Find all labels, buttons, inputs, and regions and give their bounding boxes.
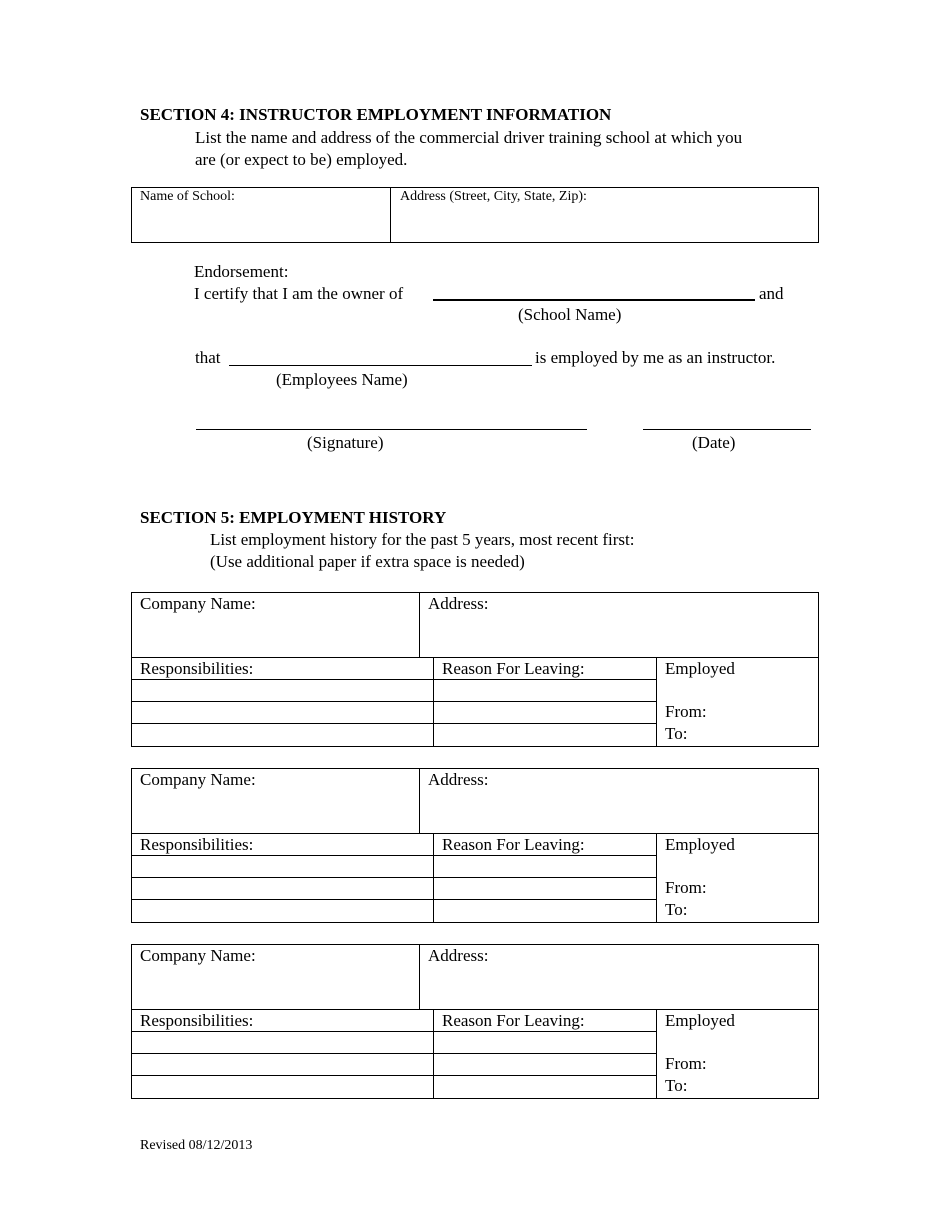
company-name-label: Company Name: [140, 770, 256, 789]
row-line-2 [131, 701, 656, 702]
responsibilities-reason-divider [433, 657, 434, 747]
to-label: To: [665, 724, 688, 743]
employee-name-line[interactable] [229, 365, 532, 366]
address-label: Address: [428, 946, 489, 965]
school-name-line[interactable] [433, 299, 755, 301]
block-mid-line [131, 1009, 819, 1010]
certify-prefix: I certify that I am the owner of [194, 284, 404, 303]
school-address-label: Address (Street, City, State, Zip): [400, 189, 587, 204]
school-name-label: Name of School: [140, 189, 235, 204]
address-label: Address: [428, 594, 489, 613]
reason-employed-divider [656, 833, 657, 923]
revised-date: Revised 08/12/2013 [140, 1138, 253, 1153]
reason-for-leaving-label: Reason For Leaving: [442, 659, 585, 678]
company-address-divider [419, 768, 420, 833]
company-name-label: Company Name: [140, 594, 256, 613]
school-address-field[interactable] [391, 203, 818, 242]
school-name-caption: (School Name) [518, 305, 622, 324]
responsibilities-label: Responsibilities: [140, 835, 254, 854]
company-name-label: Company Name: [140, 946, 256, 965]
date-line[interactable] [643, 429, 811, 430]
responsibilities-label: Responsibilities: [140, 1011, 254, 1030]
block-mid-line [131, 657, 819, 658]
school-name-field[interactable] [132, 203, 389, 242]
responsibilities-reason-divider [433, 833, 434, 923]
row-line-1 [131, 1031, 656, 1032]
block-mid-line [131, 833, 819, 834]
reason-for-leaving-label: Reason For Leaving: [442, 835, 585, 854]
section5-instruction-line2: (Use additional paper if extra space is needed) [210, 552, 525, 571]
section4-instruction-line1: List the name and address of the commercial driver training school at which you [195, 128, 743, 147]
responsibilities-label: Responsibilities: [140, 659, 254, 678]
to-label: To: [665, 900, 688, 919]
signature-line[interactable] [196, 429, 587, 430]
section5-heading: SECTION 5: EMPLOYMENT HISTORY [140, 508, 447, 527]
row-line-3 [131, 723, 656, 724]
section4-instruction-line2: are (or expect to be) employed. [195, 150, 408, 169]
row-line-1 [131, 679, 656, 680]
employee-name-caption: (Employees Name) [276, 370, 408, 389]
reason-for-leaving-label: Reason For Leaving: [442, 1011, 585, 1030]
from-label: From: [665, 878, 707, 897]
to-label: To: [665, 1076, 688, 1095]
signature-caption: (Signature) [307, 433, 384, 452]
reason-employed-divider [656, 1009, 657, 1099]
address-label: Address: [428, 770, 489, 789]
row-line-3 [131, 899, 656, 900]
row-line-2 [131, 877, 656, 878]
that-suffix: is employed by me as an instructor. [535, 348, 776, 367]
employed-label: Employed [665, 835, 735, 854]
reason-employed-divider [656, 657, 657, 747]
employed-label: Employed [665, 1011, 735, 1030]
company-address-divider [419, 944, 420, 1009]
date-caption: (Date) [692, 433, 736, 452]
row-line-3 [131, 1075, 656, 1076]
row-line-2 [131, 1053, 656, 1054]
from-label: From: [665, 702, 707, 721]
row-line-1 [131, 855, 656, 856]
section5-instruction-line1: List employment history for the past 5 years, most recent first: [210, 530, 635, 549]
that-prefix: that [195, 348, 221, 367]
responsibilities-reason-divider [433, 1009, 434, 1099]
certify-suffix: and [759, 284, 784, 303]
company-address-divider [419, 592, 420, 657]
employed-label: Employed [665, 659, 735, 678]
section4-heading: SECTION 4: INSTRUCTOR EMPLOYMENT INFORMATION [140, 105, 612, 124]
from-label: From: [665, 1054, 707, 1073]
endorsement-title: Endorsement: [194, 262, 289, 281]
